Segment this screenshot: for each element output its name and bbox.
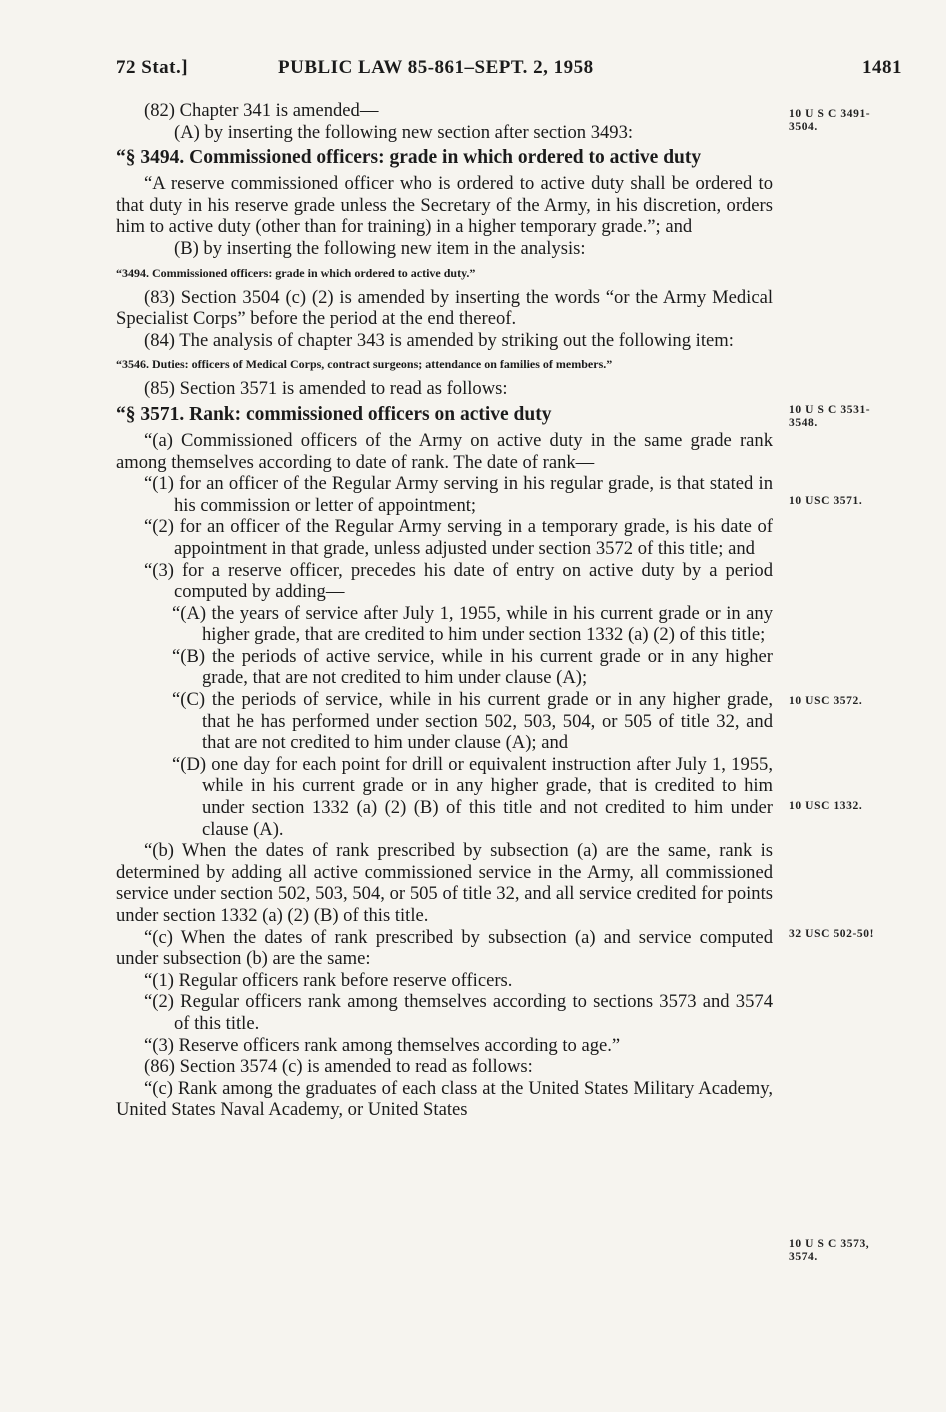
section-3571-a: “(a) Commissioned officers of the Army on active duty in the same grade rank among themselves according to date of rank. The date of rank— [116, 429, 773, 473]
section-3571-b: “(b) When the dates of rank prescribed by subsection (a) are the same, rank is determined by adding all active commissioned service in the Army, all commissioned service under section 502, 503, 504, or 505 of title 32, and all service credited for points under section 1332 (a) (2) (B) of this title. [116, 840, 773, 926]
margin-citation: 10 U S C 3491- 3504. [789, 108, 871, 133]
section-3571-a2: “(2) for an officer of the Regular Army serving in a temporary grade, is his date of appointment in that grade, unless adjusted under section 3572 of this title; and [144, 516, 773, 559]
analysis-item-3494: “3494. Commissioned officers: grade in which ordered to active duty.” [116, 265, 476, 280]
paragraph-83: (83) Section 3504 (c) (2) is amended by inserting the words “or the Army Medical Specialist Corps” before the period at the end thereof. [116, 286, 773, 330]
paragraph-82a: (A) by inserting the following new section after section 3493: [174, 121, 634, 143]
margin-citation: 10 USC 3571. [789, 495, 863, 507]
page-number: 1481 [862, 57, 902, 78]
statute-body [116, 100, 773, 1121]
margin-citation: 10 USC 3572. [789, 695, 863, 707]
section-3571-a3B: “(B) the periods of active service, while in his current grade or in any higher grade, that are not credited to him under clause (A); [172, 645, 773, 689]
margin-citation: 10 USC 1332. [789, 800, 863, 812]
analysis-item-3546: “3546. Duties: officers of Medical Corps, contract surgeons; attendance on families of members.” [116, 357, 613, 372]
section-3571-c: “(c) When the dates of rank prescribed by subsection (a) and service computed under subsection (b) are the same: [116, 926, 773, 970]
paragraph-86: (86) Section 3574 (c) is amended to read as follows: [144, 1056, 533, 1078]
section-3571-heading: “§ 3571. Rank: commissioned officers on active duty [116, 403, 552, 425]
section-3494-body: “A reserve commissioned officer who is ordered to active duty shall be ordered to that duty in his reserve grade unless the Secretary of the Army, in his discretion, orders him to active duty (other than for training) in a higher temporary grade.”; and [116, 173, 773, 238]
section-3571-c1: “(1) Regular officers rank before reserve officers. [144, 969, 513, 991]
paragraph-82: (82) Chapter 341 is amended— [144, 100, 379, 121]
running-head: PUBLIC LAW 85-861–SEPT. 2, 1958 [278, 57, 594, 78]
paragraph-84: (84) The analysis of chapter 343 is amended by striking out the following item: [144, 329, 734, 351]
section-3571-c3: “(3) Reserve officers rank among themselves according to age.” [144, 1034, 621, 1056]
paragraph-85: (85) Section 3571 is amended to read as follows: [144, 378, 508, 400]
section-3571-a1: “(1) for an officer of the Regular Army serving in his regular grade, is that stated in his commission or letter of appointment; [144, 473, 773, 516]
section-3571-a3D: “(D) one day for each point for drill or equivalent instruction after July 1, 1955, while in his current grade or in any higher grade, that is credited to him under section 1332 (a) (2) (B) of this title and not credited to him under clause (A). [172, 753, 773, 840]
section-3571-a3C: “(C) the periods of service, while in his current grade or in any higher grade, that he has performed under section 502, 503, 504, or 505 of title 32, and that are not credited to him under clause (A); and [172, 689, 773, 754]
margin-citation: 10 U S C 3573, 3574. [789, 1238, 870, 1263]
section-3571-c2: “(2) Regular officers rank among themselves according to sections 3573 and 3574 of this title. [144, 991, 773, 1034]
margin-citation: 10 U S C 3531- 3548. [789, 404, 871, 429]
section-3494-heading: “§ 3494. Commissioned officers: grade in which ordered to active duty [116, 147, 702, 169]
margin-citation: 32 USC 502-50! [789, 928, 875, 940]
section-3571-a3: “(3) for a reserve officer, precedes his date of entry on active duty by a period computed by adding— [144, 559, 773, 603]
section-3571-a3A: “(A) the years of service after July 1, 1955, while in his current grade or in any higher grade, that are credited to him under section 1332 (a) (2) of this title; [172, 602, 773, 646]
paragraph-82b: (B) by inserting the following new item in the analysis: [174, 237, 586, 259]
volume-reference: 72 Stat.] [116, 57, 189, 78]
section-3574-c: “(c) Rank among the graduates of each class at the United States Military Academy, United States Naval Academy, or United States [116, 1077, 773, 1121]
